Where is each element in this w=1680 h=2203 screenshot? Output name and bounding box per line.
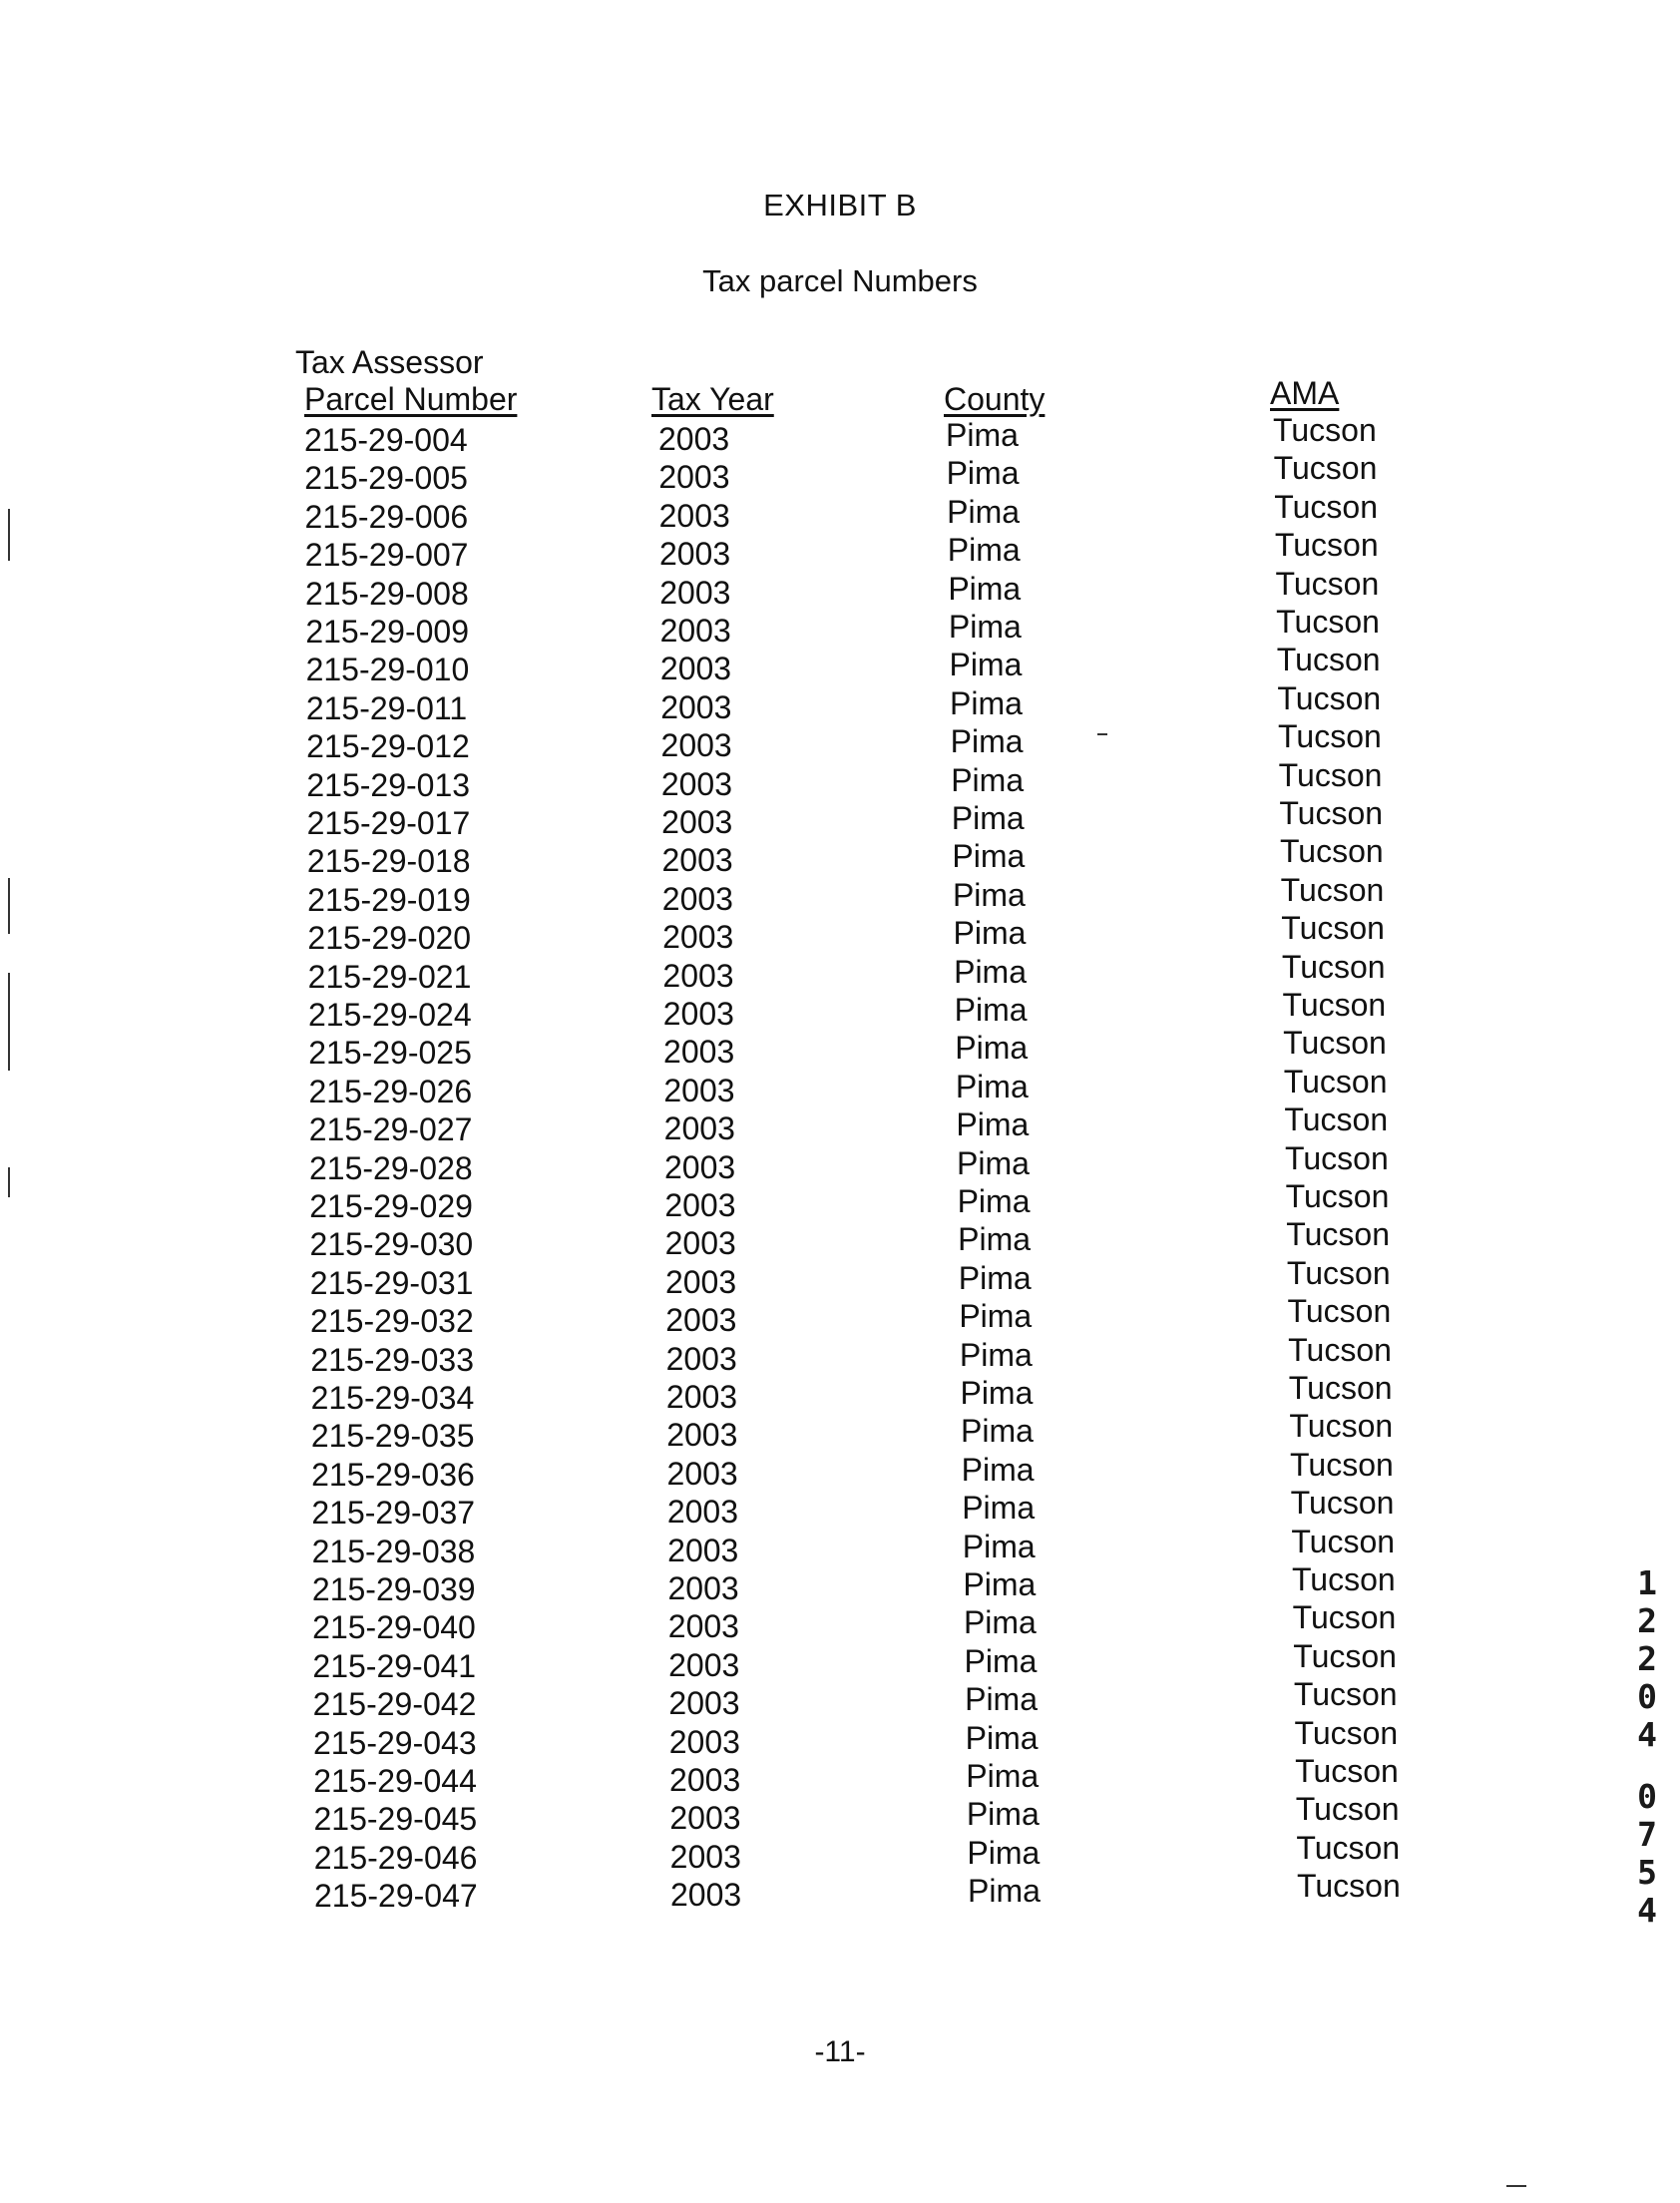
cell-county: Pima	[957, 1144, 1030, 1181]
cell-ama: Tucson	[1288, 1370, 1393, 1406]
scan-mark	[1097, 733, 1107, 735]
cell-tax-year: 2003	[659, 613, 731, 649]
cell-county: Pima	[947, 493, 1021, 530]
table-row	[0, 795, 1680, 843]
cell-county: Pima	[946, 455, 1020, 492]
cell-ama: Tucson	[1274, 527, 1379, 564]
cell-tax-year: 2003	[658, 536, 731, 573]
cell-ama: Tucson	[1278, 756, 1383, 793]
table-row	[0, 1063, 1680, 1111]
table-row	[0, 1331, 1680, 1380]
table-row	[0, 1025, 1680, 1073]
cell-ama: Tucson	[1274, 488, 1378, 525]
cell-ama: Tucson	[1277, 679, 1382, 716]
cell-tax-year: 2003	[660, 765, 733, 802]
table-row	[0, 1178, 1680, 1226]
table-row	[0, 1446, 1680, 1495]
cell-tax-year: 2003	[668, 1685, 740, 1722]
cell-tax-year: 2003	[666, 1455, 738, 1492]
cell-tax-year: 2003	[667, 1608, 739, 1645]
cell-ama: Tucson	[1285, 1139, 1389, 1176]
stamp-digit: 2	[1637, 1601, 1657, 1640]
cell-parcel-number: 215-29-047	[314, 1878, 478, 1915]
cell-ama: Tucson	[1276, 642, 1381, 678]
cell-ama: Tucson	[1281, 948, 1386, 985]
cell-tax-year: 2003	[667, 1570, 739, 1606]
cell-tax-year: 2003	[669, 1800, 741, 1837]
cell-ama: Tucson	[1276, 604, 1380, 640]
scan-mark	[8, 973, 10, 1071]
cell-parcel-number: 215-29-035	[310, 1418, 475, 1455]
table-row	[0, 488, 1680, 537]
cell-county: Pima	[965, 1719, 1039, 1756]
table-row	[0, 1254, 1680, 1303]
table-row	[0, 1408, 1680, 1456]
cell-ama: Tucson	[1286, 1254, 1391, 1291]
cell-ama: Tucson	[1273, 412, 1377, 448]
cell-county: Pima	[949, 647, 1023, 683]
cell-ama: Tucson	[1279, 795, 1384, 831]
cell-parcel-number: 215-29-029	[309, 1188, 473, 1224]
table-row	[0, 1293, 1680, 1341]
cell-tax-year: 2003	[663, 1034, 735, 1071]
cell-county: Pima	[968, 1873, 1041, 1910]
cell-tax-year: 2003	[668, 1646, 740, 1683]
stamp-digit: 0	[1637, 1777, 1657, 1816]
cell-county: Pima	[946, 417, 1019, 453]
cell-county: Pima	[964, 1642, 1038, 1679]
cell-tax-year: 2003	[663, 1110, 735, 1147]
table-row	[0, 871, 1680, 920]
column-header-tax-year: Tax Year	[651, 381, 774, 417]
cell-county: Pima	[962, 1528, 1036, 1564]
table-row	[0, 1599, 1680, 1647]
cell-ama: Tucson	[1291, 1523, 1396, 1559]
cell-parcel-number: 215-29-041	[312, 1647, 477, 1684]
cell-ama: Tucson	[1278, 718, 1382, 755]
cell-tax-year: 2003	[661, 842, 733, 879]
cell-county: Pima	[966, 1758, 1040, 1794]
cell-tax-year: 2003	[663, 1072, 735, 1108]
page-number: -11-	[814, 2035, 866, 2068]
table-row	[0, 1216, 1680, 1264]
stamp-digit: 5	[1637, 1853, 1657, 1892]
cell-parcel-number: 215-29-021	[307, 958, 472, 995]
cell-parcel-number: 215-29-010	[305, 652, 470, 688]
cell-county: Pima	[965, 1681, 1038, 1718]
cell-parcel-number: 215-29-004	[304, 422, 468, 458]
cell-ama: Tucson	[1296, 1829, 1401, 1866]
cell-parcel-number: 215-29-027	[308, 1111, 473, 1148]
stamp-gap	[1632, 1754, 1662, 1778]
cell-tax-year: 2003	[664, 1187, 736, 1223]
table-row	[0, 679, 1680, 728]
table-row	[0, 910, 1680, 958]
cell-tax-year: 2003	[661, 804, 733, 840]
cell-tax-year: 2003	[666, 1494, 739, 1531]
table-row	[0, 718, 1680, 766]
stamp-digit: 0	[1637, 1677, 1657, 1716]
cell-tax-year: 2003	[665, 1302, 737, 1339]
cell-parcel-number: 215-29-036	[311, 1456, 475, 1493]
cell-tax-year: 2003	[664, 1263, 737, 1300]
cell-county: Pima	[947, 532, 1021, 569]
cell-tax-year: 2003	[658, 421, 730, 457]
cell-ama: Tucson	[1288, 1331, 1392, 1368]
cell-parcel-number: 215-29-046	[313, 1839, 478, 1876]
cell-county: Pima	[963, 1604, 1037, 1641]
table-row	[0, 948, 1680, 997]
cell-tax-year: 2003	[662, 996, 734, 1032]
cell-parcel-number: 215-29-045	[313, 1801, 478, 1838]
cell-tax-year: 2003	[664, 1225, 736, 1262]
cell-ama: Tucson	[1281, 910, 1385, 947]
cell-ama: Tucson	[1280, 871, 1385, 908]
cell-county: Pima	[953, 915, 1027, 952]
cell-ama: Tucson	[1273, 450, 1378, 487]
cell-ama: Tucson	[1292, 1599, 1397, 1636]
cell-parcel-number: 215-29-034	[310, 1380, 475, 1416]
cell-county: Pima	[948, 609, 1022, 645]
cell-tax-year: 2003	[662, 919, 734, 956]
table-row	[0, 987, 1680, 1035]
cell-tax-year: 2003	[661, 880, 733, 917]
table-row	[0, 1829, 1680, 1878]
table-row	[0, 604, 1680, 652]
cell-parcel-number: 215-29-026	[308, 1073, 473, 1109]
cell-tax-year: 2003	[662, 957, 734, 994]
stamp-digit: 4	[1637, 1891, 1657, 1930]
exhibit-subtitle: Tax parcel Numbers	[702, 263, 978, 298]
exhibit-title: EXHIBIT B	[763, 188, 917, 222]
scan-mark	[1506, 2185, 1526, 2187]
cell-parcel-number: 215-29-038	[311, 1533, 476, 1569]
cell-county: Pima	[959, 1298, 1033, 1335]
table-row	[0, 1791, 1680, 1839]
cell-tax-year: 2003	[664, 1148, 736, 1185]
stamp-digit: 7	[1637, 1815, 1657, 1854]
cell-county: Pima	[948, 570, 1022, 607]
cell-parcel-number: 215-29-028	[309, 1149, 473, 1186]
column-header-parcel-number: Parcel Number	[304, 381, 518, 417]
cell-county: Pima	[967, 1834, 1041, 1871]
cell-county: Pima	[955, 1068, 1029, 1104]
cell-county: Pima	[951, 800, 1025, 836]
cell-county: Pima	[961, 1413, 1034, 1450]
cell-parcel-number: 215-29-020	[307, 920, 472, 957]
table-row	[0, 1139, 1680, 1188]
cell-parcel-number: 215-29-006	[304, 498, 469, 535]
cell-ama: Tucson	[1293, 1676, 1398, 1713]
cell-parcel-number: 215-29-013	[306, 766, 471, 803]
cell-tax-year: 2003	[670, 1877, 742, 1914]
cell-tax-year: 2003	[669, 1762, 741, 1798]
cell-parcel-number: 215-29-032	[310, 1303, 474, 1340]
cell-ama: Tucson	[1287, 1293, 1392, 1330]
cell-ama: Tucson	[1283, 1063, 1388, 1100]
table-row	[0, 1676, 1680, 1724]
cell-parcel-number: 215-29-008	[305, 575, 469, 612]
table-row	[0, 412, 1680, 460]
cell-tax-year: 2003	[658, 459, 730, 496]
cell-ama: Tucson	[1289, 1408, 1394, 1445]
cell-county: Pima	[966, 1796, 1040, 1833]
cell-parcel-number: 215-29-012	[306, 728, 470, 765]
cell-tax-year: 2003	[659, 651, 732, 687]
cell-county: Pima	[954, 992, 1028, 1028]
recording-stamp	[1632, 1564, 1662, 1930]
cell-county: Pima	[956, 1106, 1030, 1143]
cell-parcel-number: 215-29-019	[307, 881, 471, 918]
cell-ama: Tucson	[1285, 1178, 1390, 1214]
cell-parcel-number: 215-29-033	[310, 1341, 474, 1378]
cell-tax-year: 2003	[659, 574, 731, 611]
cell-tax-year: 2003	[658, 497, 730, 534]
cell-ama: Tucson	[1286, 1216, 1390, 1253]
table-row	[0, 527, 1680, 575]
cell-parcel-number: 215-29-031	[309, 1264, 474, 1301]
table-row	[0, 1102, 1680, 1149]
cell-county: Pima	[962, 1490, 1036, 1527]
cell-tax-year: 2003	[668, 1723, 740, 1760]
column-header-line1: Tax Assessor	[295, 344, 484, 380]
scan-mark	[8, 509, 10, 561]
cell-parcel-number: 215-29-024	[307, 997, 472, 1033]
cell-ama: Tucson	[1275, 565, 1380, 602]
cell-tax-year: 2003	[667, 1532, 739, 1568]
cell-ama: Tucson	[1283, 1025, 1387, 1062]
stamp-digit: 1	[1637, 1563, 1657, 1602]
table-row	[0, 1523, 1680, 1571]
cell-county: Pima	[950, 684, 1023, 721]
table-row	[0, 1561, 1680, 1609]
cell-ama: Tucson	[1290, 1446, 1394, 1483]
cell-county: Pima	[952, 838, 1026, 875]
cell-county: Pima	[952, 876, 1026, 913]
cell-county: Pima	[963, 1566, 1037, 1602]
table-row	[0, 642, 1680, 689]
column-header-county: County	[944, 381, 1046, 417]
cell-county: Pima	[951, 761, 1025, 798]
cell-county: Pima	[958, 1221, 1032, 1258]
cell-parcel-number: 215-29-043	[312, 1724, 477, 1761]
cell-county: Pima	[950, 723, 1024, 760]
column-header-ama: AMA	[1270, 375, 1340, 411]
cell-county: Pima	[958, 1259, 1032, 1296]
cell-parcel-number: 215-29-009	[305, 614, 469, 650]
table-row	[0, 1637, 1680, 1686]
table-row	[0, 833, 1680, 881]
cell-tax-year: 2003	[660, 688, 732, 725]
cell-ama: Tucson	[1295, 1753, 1399, 1789]
cell-county: Pima	[960, 1375, 1034, 1411]
table-row	[0, 1868, 1680, 1916]
cell-parcel-number: 215-29-030	[309, 1226, 474, 1263]
cell-ama: Tucson	[1291, 1561, 1396, 1597]
cell-county: Pima	[954, 953, 1027, 990]
cell-tax-year: 2003	[665, 1379, 738, 1415]
table-row	[0, 1485, 1680, 1533]
cell-parcel-number: 215-29-040	[312, 1609, 476, 1646]
cell-parcel-number: 215-29-017	[306, 805, 471, 841]
cell-county: Pima	[959, 1336, 1033, 1373]
stamp-digit: 2	[1637, 1639, 1657, 1678]
cell-ama: Tucson	[1297, 1868, 1401, 1905]
cell-parcel-number: 215-29-044	[313, 1763, 477, 1799]
scan-mark	[8, 1167, 10, 1197]
cell-ama: Tucson	[1279, 833, 1384, 870]
cell-ama: Tucson	[1290, 1485, 1395, 1522]
cell-tax-year: 2003	[665, 1340, 737, 1377]
cell-tax-year: 2003	[666, 1417, 738, 1454]
cell-ama: Tucson	[1295, 1791, 1400, 1828]
cell-county: Pima	[957, 1183, 1031, 1219]
stamp-digit: 4	[1637, 1715, 1657, 1754]
table-row	[0, 450, 1680, 498]
cell-tax-year: 2003	[660, 727, 732, 764]
table-row	[0, 1370, 1680, 1418]
cell-county: Pima	[961, 1451, 1035, 1488]
table-row	[0, 565, 1680, 614]
cell-county: Pima	[955, 1030, 1029, 1067]
cell-parcel-number: 215-29-018	[306, 843, 471, 880]
cell-parcel-number: 215-29-007	[304, 537, 469, 574]
scan-mark	[8, 878, 10, 934]
cell-parcel-number: 215-29-039	[311, 1571, 476, 1607]
cell-parcel-number: 215-29-011	[305, 689, 468, 726]
cell-parcel-number: 215-29-037	[311, 1495, 476, 1532]
table-row	[0, 756, 1680, 805]
cell-tax-year: 2003	[669, 1838, 741, 1875]
cell-parcel-number: 215-29-042	[312, 1686, 477, 1723]
cell-parcel-number: 215-29-005	[304, 460, 468, 497]
cell-parcel-number: 215-29-025	[308, 1035, 472, 1072]
cell-ama: Tucson	[1294, 1714, 1399, 1751]
cell-ama: Tucson	[1284, 1102, 1389, 1138]
cell-ama: Tucson	[1293, 1637, 1397, 1674]
table-row	[0, 1714, 1680, 1763]
table-row	[0, 1753, 1680, 1801]
cell-ama: Tucson	[1282, 987, 1387, 1023]
